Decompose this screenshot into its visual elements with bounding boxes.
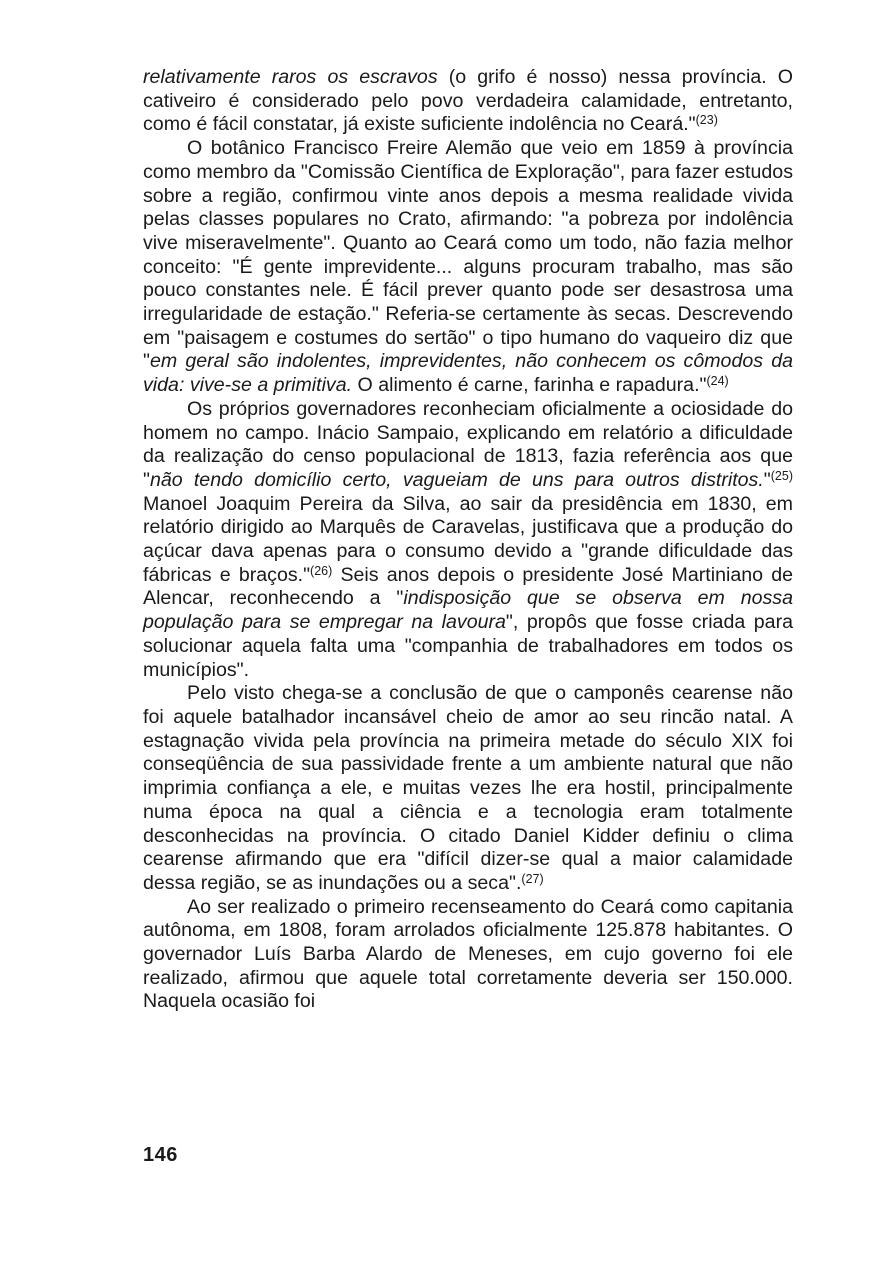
paragraph [143, 66, 793, 137]
text-run: Ao ser realizado o primeiro recenseamento do Ceará como capitania autônoma, em 1808, foram arrolados oficialmente 125.878 habitantes. O governador Luís Barba Alardo de Meneses, em cujo governo foi ele realizado, afirmou que aquele total corretamente deveria ser 150.000. Naquela ocasião foi [143, 895, 793, 1013]
text-run: Os próprios governadores reconheciam oficialmente a ociosidade do homem no campo. Inácio Sampaio, explicando em relatório a dificuldade da realização do censo populacional de 1813, fazia referência aos que " [143, 397, 793, 491]
text-run: ", propôs que fosse criada para solucionar aquela falta uma "companhia de trabalhadores em todos os municípios". [143, 611, 793, 681]
paragraph [143, 137, 793, 398]
footnote-ref: (26) [310, 563, 333, 578]
footnote-ref: (23) [695, 113, 718, 128]
text-run: Seis anos depois o presidente José Martiniano de Alencar, reconhecendo a " [143, 563, 793, 610]
text-run: (o grifo é nosso) nessa província. O cativeiro é considerado pelo povo verdadeira calamidade, entretanto, como é fácil constatar, já existe suficiente indolência no Ceará." [143, 66, 793, 136]
italic-quote: relativamente raros os escravos [143, 66, 438, 88]
italic-quote: indisposição que se observa em nossa população para se empregar na lavoura [143, 587, 793, 634]
italic-quote: não tendo domicílio certo, vagueiam de uns para outros distritos. [149, 468, 764, 491]
paragraph [143, 398, 793, 682]
page-number: 146 [143, 1144, 178, 1166]
text-run: O botânico Francisco Freire Alemão que veio em 1859 à província como membro da "Comissão Científica de Exploração", para fazer estudos sobre a região, confirmou vinte anos depois a mesma realidade vivida pelas classes populares no Crato, afirmando: "a pobreza por indolência vive miseravelmente". Quanto ao Ceará como um todo, não fazia melhor conceito: "É gente imprevidente... alguns procuram trabalho, mas são pouco constantes nele. É fácil prever quanto pode ser desastrosa uma irregularidade de estação." Referia-se certamente às secas. Descrevendo em "paisagem e costumes do sertão" o tipo humano do vaqueiro diz que " [143, 137, 793, 373]
text-run: O alimento é carne, farinha e rapadura." [352, 374, 707, 397]
paragraph [143, 682, 793, 895]
body-text [143, 66, 793, 1014]
text-run: Manoel Joaquim Pereira da Silva, ao sair da presidência em 1830, em relatório dirigido ao Marquês de Caravelas, justificava que a produção do açúcar dava apenas para o consumo devido a "grande dificuldade das fábricas e braços." [143, 492, 793, 586]
footnote-ref: (24) [706, 374, 729, 389]
text-run: " [763, 468, 771, 491]
footnote-ref: (25) [770, 468, 793, 483]
italic-quote: em geral são indolentes, imprevidentes, não conhecem os cômodos da vida: vive-se a primitiva. [143, 350, 793, 397]
footnote-ref: (27) [521, 871, 544, 886]
paragraph [143, 896, 793, 1015]
text-run: Pelo visto chega-se a conclusão de que o camponês cearense não foi aquele batalhador incansável cheio de amor ao seu rincão natal. A estagnação vivida pela província na primeira metade do século XIX foi conseqüência de sua passividade frente a um ambiente natural que não imprimia confiança a ele, e muitas vezes lhe era hostil, principalmente numa época na qual a ciência e a tecnologia eram totalmente desconhecidas na província. O citado Daniel Kidder definiu o clima cearense afirmando que era "difícil dizer-se qual a maior calamidade dessa região, se as inundações ou a seca". [143, 682, 793, 894]
